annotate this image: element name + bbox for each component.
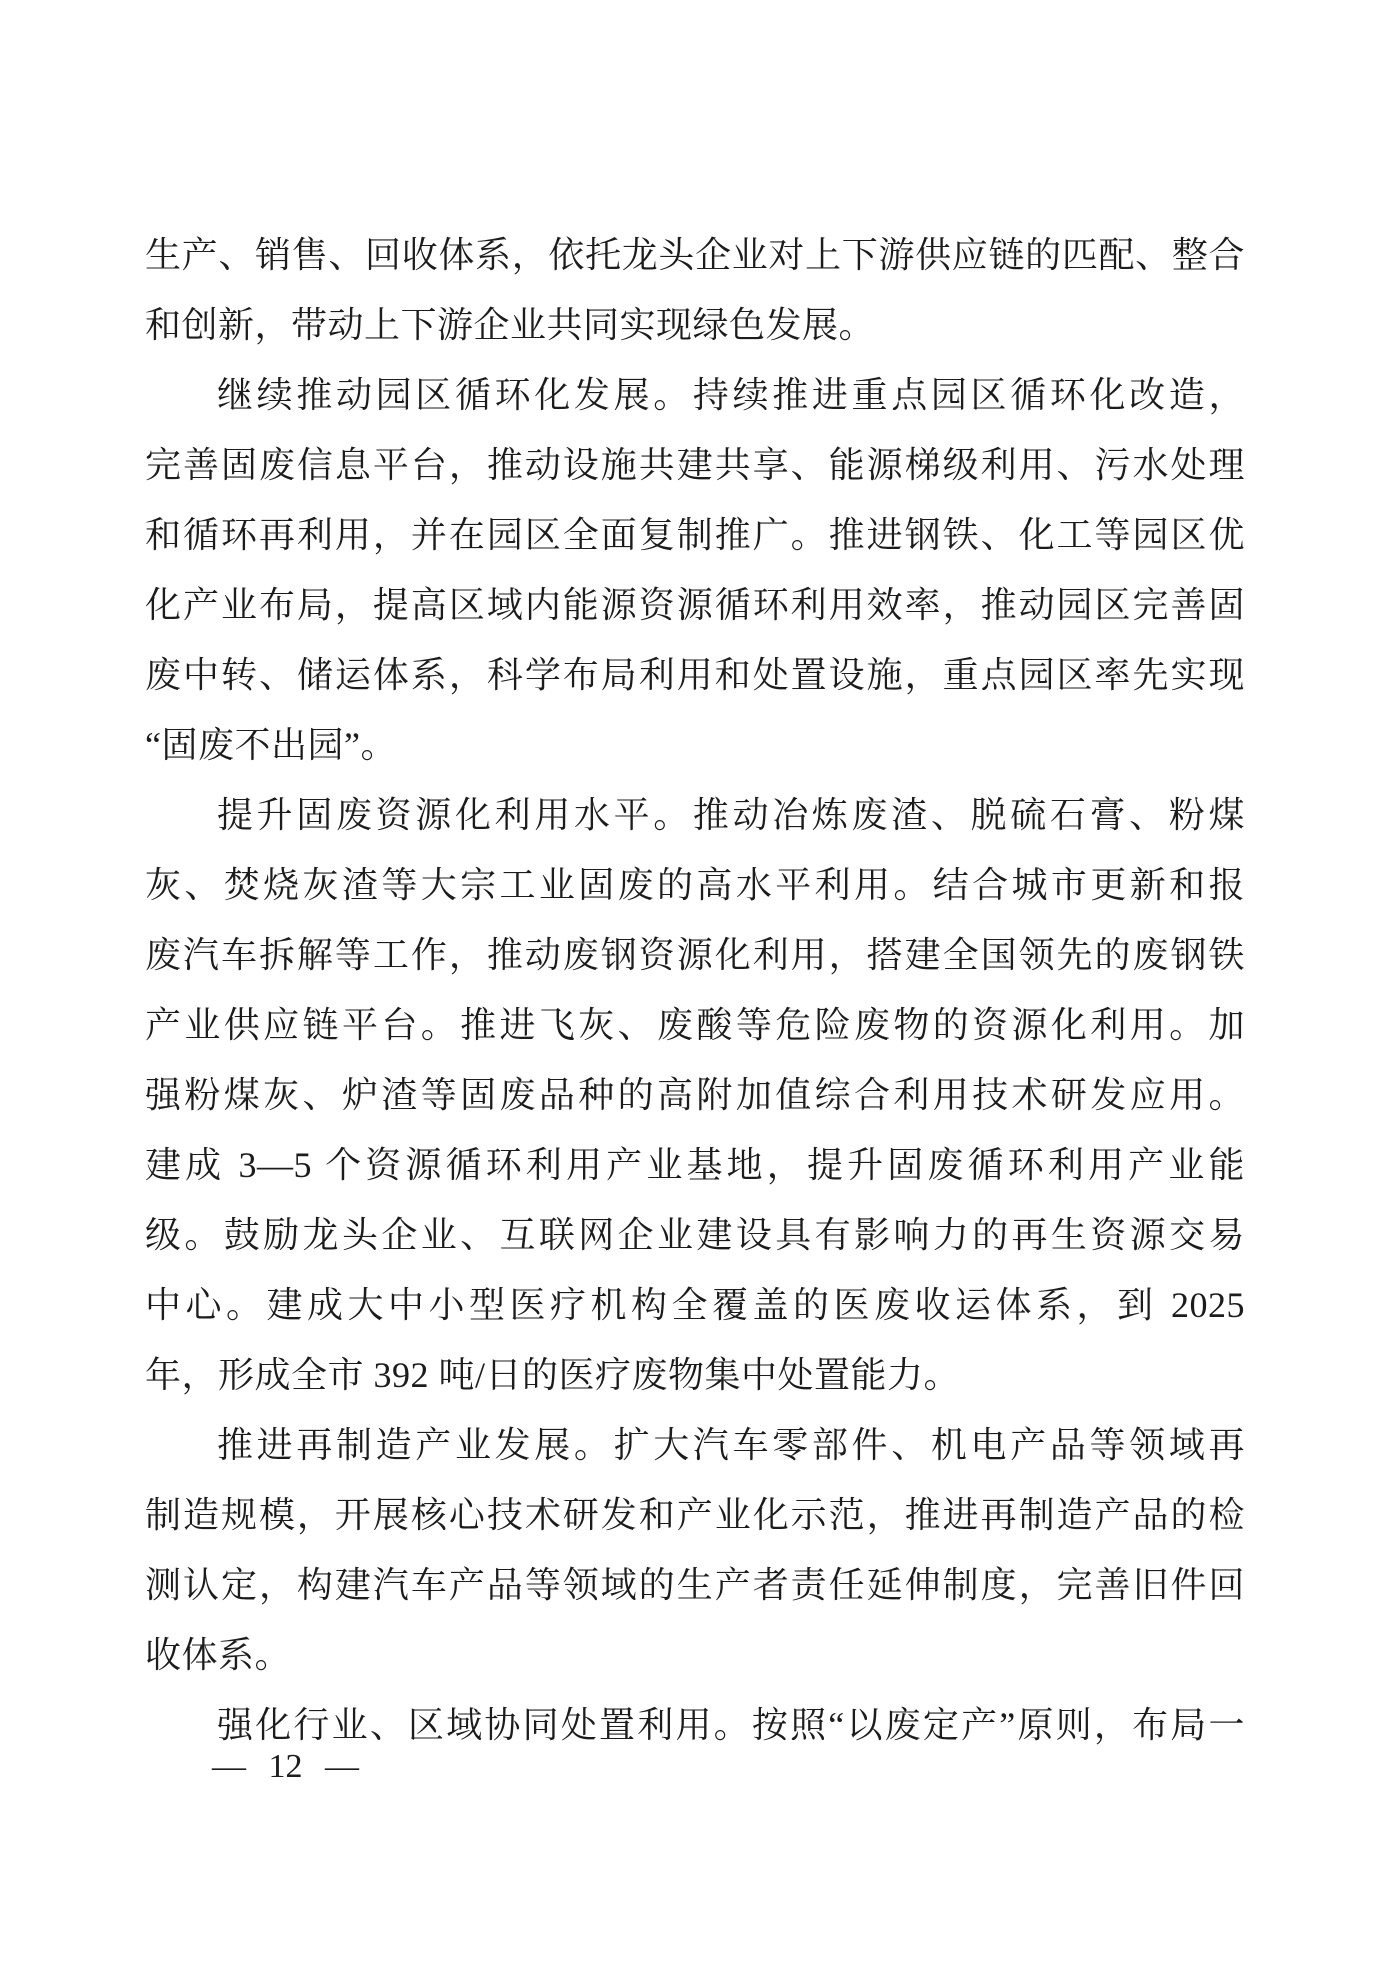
text-line: 年，形成全市 392 吨/日的医疗废物集中处置能力。 <box>145 1355 961 1395</box>
text-line: 废汽车拆解等工作，推动废钢资源化利用，搭建全国领先的废钢铁 <box>145 935 1245 975</box>
text-line: 级。鼓励龙头企业、互联网企业建设具有影响力的再生资源交易 <box>145 1215 1245 1255</box>
page-number: — 12 — <box>212 1748 359 1785</box>
text-line: 推进再制造产业发展。扩大汽车零部件、机电产品等领域再 <box>217 1425 1245 1465</box>
text-line: 提升固废资源化利用水平。推动冶炼废渣、脱硫石膏、粉煤 <box>217 795 1245 835</box>
text-line: 产业供应链平台。推进飞灰、废酸等危险废物的资源化利用。加 <box>145 1005 1245 1045</box>
text-line: 生产、销售、回收体系，依托龙头企业对上下游供应链的匹配、整合 <box>145 235 1245 275</box>
text-line: “固废不出园”。 <box>145 725 397 765</box>
text-line: 完善固废信息平台，推动设施共建共享、能源梯级利用、污水处理 <box>145 445 1245 485</box>
text-line: 强化行业、区域协同处置利用。按照“以废定产”原则，布局一 <box>217 1705 1245 1745</box>
text-line: 继续推动园区循环化发展。持续推进重点园区循环化改造， <box>217 375 1245 415</box>
text-line: 废中转、储运体系，科学布局利用和处置设施，重点园区率先实现 <box>145 655 1245 695</box>
document-body <box>145 220 1245 1760</box>
text-line: 测认定，构建汽车产品等领域的生产者责任延伸制度，完善旧件回 <box>145 1565 1245 1605</box>
text-line: 收体系。 <box>145 1635 292 1675</box>
text-line: 中心。建成大中小型医疗机构全覆盖的医废收运体系，到 2025 <box>145 1285 1245 1325</box>
text-line: 化产业布局，提高区域内能源资源循环利用效率，推动园区完善固 <box>145 585 1245 625</box>
text-line: 和创新，带动上下游企业共同实现绿色发展。 <box>145 305 876 345</box>
text-line: 和循环再利用，并在园区全面复制推广。推进钢铁、化工等园区优 <box>145 515 1245 555</box>
text-line: 建成 3—5 个资源循环利用产业基地，提升固废循环利用产业能 <box>145 1145 1245 1185</box>
text-line: 灰、焚烧灰渣等大宗工业固废的高水平利用。结合城市更新和报 <box>145 865 1245 905</box>
text-line: 制造规模，开展核心技术研发和产业化示范，推进再制造产品的检 <box>145 1495 1245 1535</box>
text-line: 强粉煤灰、炉渣等固废品种的高附加值综合利用技术研发应用。 <box>145 1075 1245 1115</box>
